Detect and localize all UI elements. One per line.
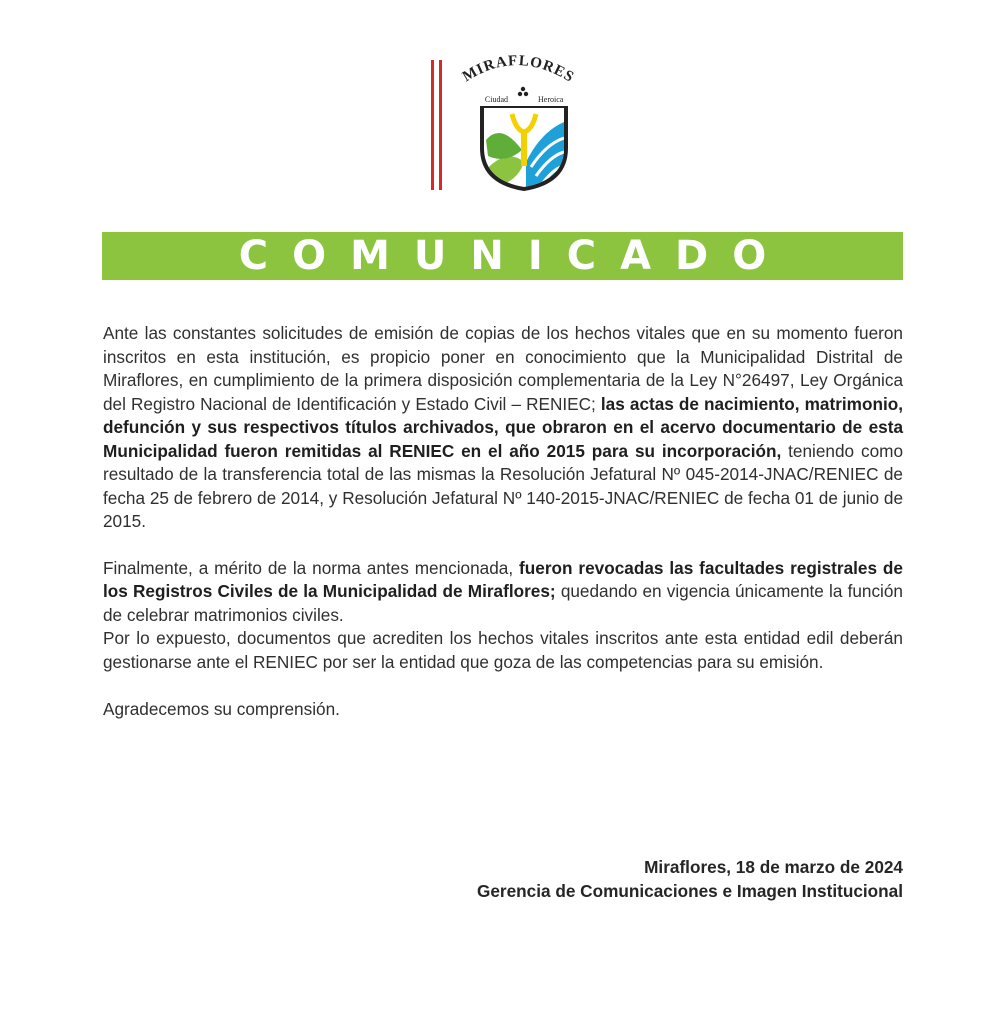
- paragraph-3: Por lo expuesto, documentos que acrediten los hechos vitales inscritos ante esta entidad edil deberán gestionarse ante el RENIEC por ser la entidad que goza de las competencias para su emisión.: [103, 628, 903, 672]
- miraflores-seal-icon: [456, 52, 591, 192]
- signature-block: [477, 855, 903, 903]
- paragraph-2-text-a: Finalmente, a mérito de la norma antes mencionada,: [103, 557, 520, 578]
- paragraph-1-text-a: Ante las constantes solicitudes de emisión de copias de los hechos vitales que en su momento fueron inscritos en esta institución, es propicio poner en conocimiento que la Municipalidad Distrital de Miraflores, en cumplimiento de la primera disposición complementaria de la Ley N°26497, Ley Orgánica del Registro Nacional de Identificación y Estado Civil – RENIEC;: [103, 323, 903, 414]
- signature-place-date: Miraflores, 18 de marzo de 2024: [644, 857, 903, 877]
- paragraph-2: [103, 557, 903, 628]
- paragraph-4: Agradecemos su comprensión.: [103, 699, 340, 719]
- communique-body: [103, 322, 903, 722]
- banner-title: COMUNICADO: [238, 233, 791, 279]
- paragraph-1-bold: las actas de nacimiento, matrimonio, defunción y sus respectivos títulos archivados, que obraron en el acervo documentario de esta Municipalidad fueron remitidas al RENIEC en el año 2015 para su incorporación,: [103, 393, 903, 461]
- paragraph-1-text-c: teniendo como resultado de la transferencia total de las mismas la Resolución Jefatural Nº 045-2014-JNAC/RENIEC de fecha 25 de febrero de 2014, y Resolución Jefatural Nº 140-2015-JNAC/RENIEC de fecha 01 de junio de 2015.: [103, 440, 904, 531]
- seal-wordmark: MIRAFLORES: [460, 53, 577, 86]
- title-banner: [102, 232, 903, 280]
- red-stripes-decoration: [431, 60, 443, 190]
- municipal-logo: [426, 52, 596, 192]
- seal-tagline-left: Ciudad: [484, 95, 508, 104]
- signature-office: Gerencia de Comunicaciones e Imagen Institucional: [477, 881, 903, 901]
- seal-tagline-right: Heroica: [538, 95, 564, 104]
- paragraph-2-text-c: quedando en vigencia únicamente la función de celebrar matrimonios civiles.: [103, 581, 903, 625]
- paragraph-1: [103, 322, 903, 534]
- svg-text:MIRAFLORES: [460, 53, 577, 86]
- paragraph-2-bold: fueron revocadas las facultades registrales de los Registros Civiles de la Municipalidad de Miraflores;: [103, 557, 903, 601]
